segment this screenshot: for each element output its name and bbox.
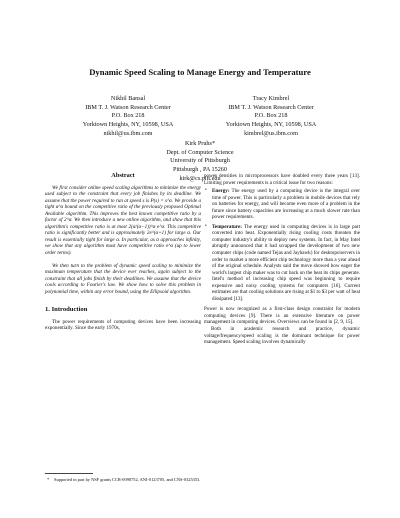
author-email: kimbrel@us.ibm.com: [244, 129, 298, 137]
paper-title: Dynamic Speed Scaling to Manage Energy and Temperature: [89, 67, 311, 77]
bullet-list: [204, 188, 360, 302]
right-column: [204, 173, 360, 346]
author-email: nikhil@us.ibm.com: [103, 129, 153, 137]
author-block-1: [63, 95, 193, 139]
body-paragraph: Power is now recognized as a first-class design constraint for modern computing devices [9]. There is an extensive literature on power management in computing devices. Overviews can be found in [2, 9, 15].: [204, 306, 360, 326]
left-column: [45, 173, 201, 332]
author-org: IBM T. J. Watson Research Center: [85, 103, 171, 111]
abstract-heading: Abstract: [111, 172, 135, 179]
author-address: Pittsburgh , PA 15260: [173, 166, 227, 174]
bullet-item: [204, 224, 360, 303]
bullet-dot-icon: •: [205, 188, 207, 194]
section-heading: 1. Introduction: [45, 306, 88, 314]
footnote-marker: *: [47, 477, 50, 482]
abstract: [45, 185, 201, 296]
bullet-text: The energy used in computing devices is in large part converted into heat. Exponentially rising cooling costs threaten the computer industry's ability to deploy new systems. In fact, in May Intel abruptly announced that it had scrapped the development of two new computer chips (code named Tejas and Jayhawk) for desktops/servers in order to market a more efficient chip technology more than a year ahead of the original schedule. Analysts said the move showed how eager the world's largest chip maker was to cut back on the heat its chips generate. Intel's method of increasing chip speed was beginning to require expensive and noisy cooling systems for computers [16]. Current estimates are that cooling solutions are rising at $1 to $3 per watt of heat dissipated [13].: [212, 223, 361, 302]
body-paragraph: The power requirements of computing devices have been increasing exponentially. Since the early 1970s,: [45, 318, 201, 332]
author-email: kirk@cs.pitt.edu: [179, 174, 221, 182]
footnote: [45, 473, 201, 483]
author-block-2: [206, 95, 336, 139]
footnote-text: Supported in part by NSF grants CCR-0098752, ANI-0123705, and CNS-0325353.: [54, 477, 201, 482]
bullet-item: [204, 188, 360, 221]
author-address: University of Pittsburgh: [170, 157, 230, 165]
author-name: Tracy Kimbrel: [252, 95, 290, 102]
body-paragraph: Both in academic research and practice, dynamic voltage/frequency/speed scaling is the dominant technique for power management. Speed scaling involves dynamically: [204, 326, 360, 346]
author-address: Yorktown Heights, NY, 10598, USA: [82, 121, 174, 129]
bullet-label: Temperature:: [212, 223, 242, 230]
body-paragraph: power densities in microprocessors have doubled every three years [13]. Limiting power requirements is a critical issue for two reasons:: [204, 173, 360, 186]
author-name: Nikhil Bansal: [110, 95, 146, 102]
author-name: Kirk Pruhs*: [184, 140, 216, 147]
author-address: P.O. Box 218: [111, 112, 145, 120]
abstract-paragraph: We then turn to the problem of dynamic speed scaling to minimize the maximum temperature that the device ever reaches, again subject to the constraint that all jobs finish by their deadlines. We assume that the device cools according to Fourier's law. We show how to solve this problem in polynomial time, within any error bound, using the Ellipsoid algorithm.: [45, 262, 201, 295]
bullet-text: The energy used by a computing device is the integral over time of power. This is particularly a problem in mobile devices that rely on batteries for energy, and will become even more of a problem in the future since battery capacities are increasing at a much slower rate than power requirements.: [212, 188, 361, 221]
bullet-dot-icon: •: [205, 223, 207, 229]
author-address: Yorktown Heights, NY, 10598, USA: [225, 121, 317, 129]
author-org: IBM T. J. Watson Research Center: [228, 103, 314, 111]
bullet-label: Energy:: [212, 188, 230, 195]
author-org: Dept. of Computer Science: [166, 148, 234, 156]
footnote-rule: [45, 473, 93, 474]
abstract-paragraph: We first consider online speed scaling algorithms to minimize the energy used subject to the constraint that every job finishes by its deadline. We assume that the power required to run at speed s is P(s) = s^α. We provide a tight α^α bound on the competitive ratio of the previously proposed Optimal Available algorithm. This improves the best known competitive ratio by a factor of 2^α. We then introduce a new online algorithm, and show that this algorithm's competitive ratio is at most 2(α/(α−1))^α e^α. This competitive ratio is significantly better and is approximately 2e^(α+1) for large α. Our result is essentially tight for large α. In particular, as α approaches infinity, we show that any algorithm must have competitive ratio e^α (up to lower order terms).: [45, 184, 201, 257]
author-address: P.O. Box 218: [254, 112, 288, 120]
